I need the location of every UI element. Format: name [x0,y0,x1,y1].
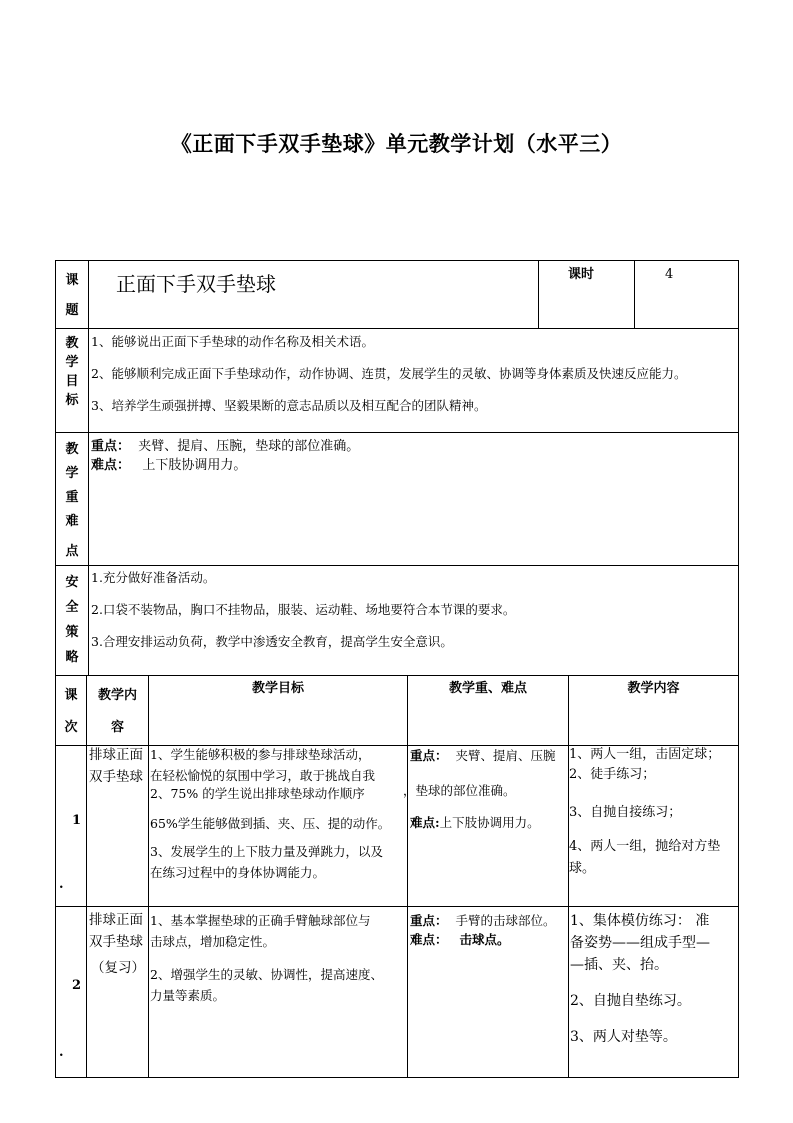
goal-item: 3、培养学生顽强拼搏、坚毅果断的意志品质以及相互配合的团队精神。 [91,398,487,413]
lesson-goals-header: 教学目标 [251,681,304,696]
difficulty-text: 上下肢协调用力。 [142,458,247,473]
document-title: 《正面下手双手垫球》单元教学计划（水平三） [170,131,623,156]
lesson-content-header: 教学内 容 [97,688,137,735]
safety-item: 3.合理安排运动负荷，教学中渗透安全教育，提高学生安全意识。 [91,634,453,649]
lesson-dot: . [59,877,64,892]
goal-item: 1、能够说出正面下手垫球的动作名称及相关术语。 [91,334,374,349]
goals-list [91,333,736,429]
safety-list [91,569,736,665]
goal-item: 2、能够顺利完成正面下手垫球动作，动作协调、连贯，发展学生的灵敏、协调等身体素质及快速反应能力。 [91,366,687,381]
key-points-body [91,437,736,475]
topic-value: 正面下手双手垫球 [116,272,276,296]
safety-item: 1.充分做好准备活动。 [91,570,216,585]
lesson-activities: 1、两人一组，击固定球； 2、徒手练习； 3、自抛自接练习； 4、两人一组，抛给对方垫 球。 [569,747,721,876]
key-label: 重点： [91,439,131,454]
periods-value: 4 [665,267,674,282]
lesson-number: 1 [72,813,82,828]
difficulty-label: 难点： [91,458,131,473]
lesson-content: 排球正面 双手垫球 [89,747,143,785]
periods-label: 课时 [568,267,595,282]
safety-item: 2.口袋不装物品，胸口不挂物品，服装、运动鞋、场地要符合本节课的要求。 [91,602,516,617]
lesson-dot: . [59,1045,64,1060]
key-text: 夹臂、提肩、压腕，垫球的部位准确。 [138,439,360,454]
lesson-number: 2 [72,978,82,993]
topic-label: 课 题 [65,273,79,318]
key-points-label: 教 学 重 难 点 [65,442,79,559]
lesson-content: 排球正面 双手垫球 （复习） [89,912,145,976]
lesson-activities-header: 教学内容 [627,681,680,696]
lesson-num-header: 课 次 [64,688,78,735]
lesson-goals: 1、学生能够积极的参与排球垫球活动， 在轻松愉悦的氛围中学习，敢于挑战自我 2、75% 的学生说出排球垫球动作顺序 65%学生能够做到插、夹、压、提的动作。 3、发展学生的上下肢力量及弹跳力，以及 在练习过程中的身体协调能力。 [150,747,391,880]
lesson-activities: 1、集体模仿练习： 准 备姿势——组成手型— —插、夹、抬。 2、自抛自垫练习。 3、两人对垫等。 [570,913,710,1045]
safety-label: 安 全 策 略 [65,575,79,665]
lesson-keypoints: 重点： 手臂的击球部位。 难点： 击球点。 [410,913,556,947]
lesson-goals: 1、基本掌握垫球的正确手臂触球部位与 击球点，增加稳定性。 2、增强学生的灵敏、协调性，提高速度、 力量等素质。 [150,913,383,1003]
goals-label: 教 学 目 标 [65,336,79,408]
lesson-keypoints-header: 教学重、难点 [448,681,527,696]
lesson-keypoints: 重点： 夹臂、提肩、压腕 ，垫球的部位准确。 难点:上下肢协调用力。 [403,748,556,830]
